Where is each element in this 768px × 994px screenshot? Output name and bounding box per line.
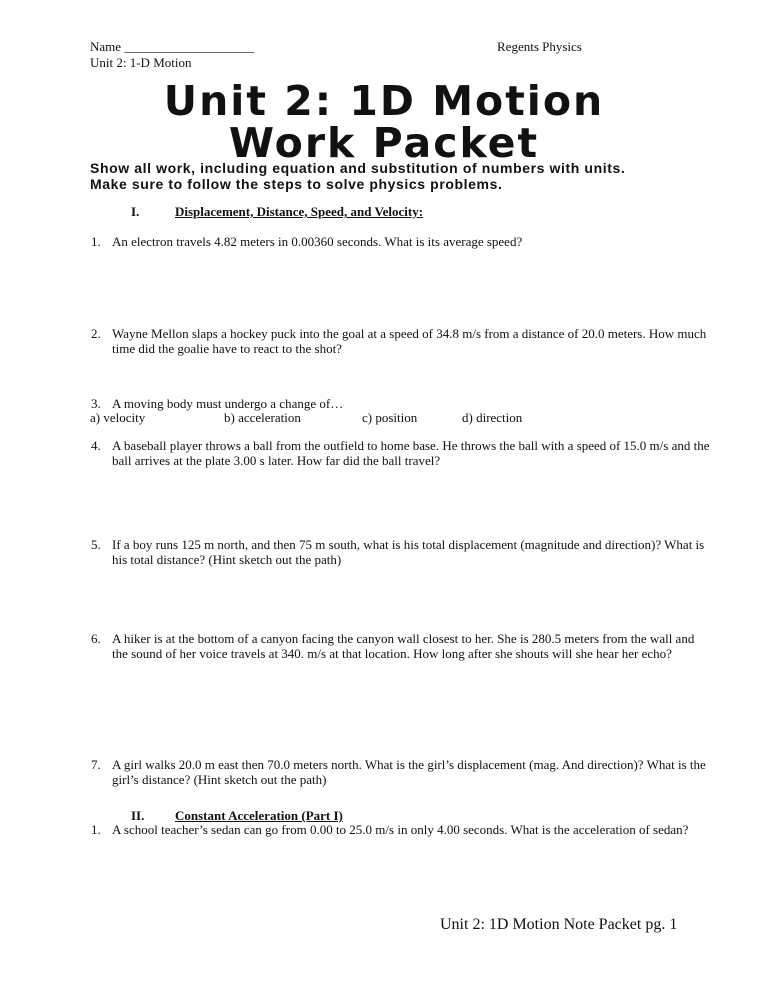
page-title-line2: Work Packet [228, 119, 540, 167]
section2-title-text: Constant Acceleration (Part I) [175, 808, 343, 823]
question-number: 7. [91, 757, 101, 772]
question-number: 2. [91, 326, 101, 341]
section1-title-text: Displacement, Distance, Speed, and Velocity: [175, 204, 424, 219]
question-number: 1. [91, 234, 101, 249]
question-number: 3. [91, 396, 101, 411]
question-text: A moving body must undergo a change of… [112, 396, 344, 411]
question-text: Wayne Mellon slaps a hockey puck into the goal at a speed of 34.8 m/s from a distance of 20.0 meters. How much time did the goalie have to react to the shot? [112, 326, 707, 356]
instructions-line2: Make sure to follow the steps to solve physics problems. [90, 176, 503, 192]
question-number: 4. [91, 438, 101, 453]
instructions-line1: Show all work, including equation and substitution of numbers with units. [90, 160, 626, 176]
question-text: A girl walks 20.0 m east then 70.0 meters north. What is the girl’s displacement (mag. And direction)? What is the girl’s distance? (Hint sketch out the path) [112, 757, 706, 787]
section1-numeral: I. [131, 204, 140, 219]
page-footer: Unit 2: 1D Motion Note Packet pg. 1 [440, 916, 678, 933]
course-label: Regents Physics [497, 39, 582, 54]
section2-numeral: II. [131, 808, 145, 823]
section1-title [175, 204, 423, 219]
question-number: 1. [91, 822, 101, 837]
name-field-label: Name ____________________ [90, 39, 255, 54]
question-text: A hiker is at the bottom of a canyon facing the canyon wall closest to her. She is 280.5 meters from the wall and the sound of her voice travels at 340. m/s at that location. How long after she shouts will she hear her echo? [112, 631, 695, 661]
choice-d: d) direction [462, 410, 523, 425]
question-text: A baseball player throws a ball from the outfield to home base. He throws the ball with a speed of 15.0 m/s and the ball arrives at the plate 3.00 s later. How far did the ball travel? [112, 438, 710, 468]
section2-title [175, 808, 343, 823]
unit-label: Unit 2: 1-D Motion [90, 55, 192, 70]
question-number: 6. [91, 631, 101, 646]
choice-b: b) acceleration [224, 410, 301, 425]
question-number: 5. [91, 537, 101, 552]
choice-a: a) velocity [90, 410, 146, 425]
question-text: A school teacher’s sedan can go from 0.00 to 25.0 m/s in only 4.00 seconds. What is the acceleration of sedan? [112, 822, 689, 837]
page-title-line1: Unit 2: 1D Motion [163, 77, 605, 125]
question-text: An electron travels 4.82 meters in 0.00360 seconds. What is its average speed? [112, 234, 523, 249]
question-text: If a boy runs 125 m north, and then 75 m south, what is his total displacement (magnitude and direction)? What is his total distance? (Hint sketch out the path) [112, 537, 705, 567]
choice-c: c) position [362, 410, 418, 425]
